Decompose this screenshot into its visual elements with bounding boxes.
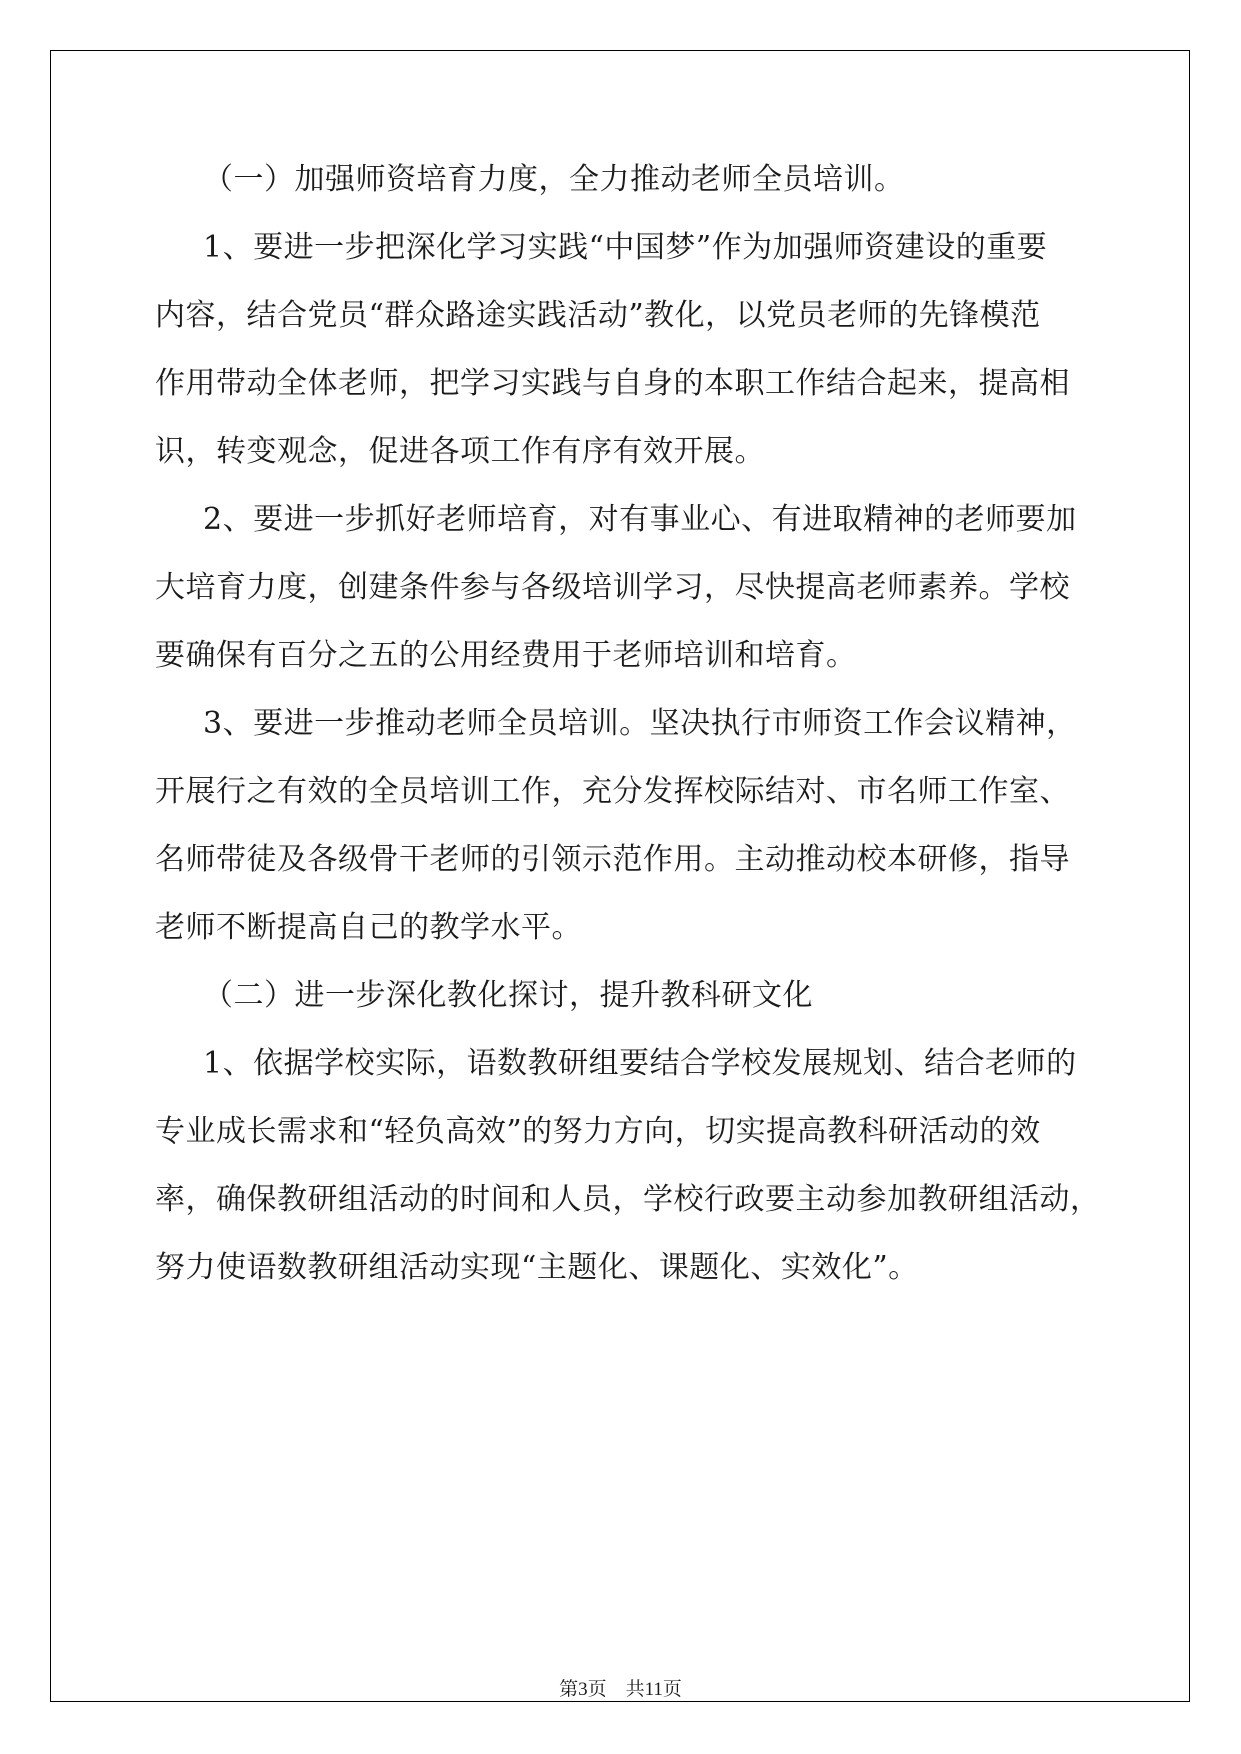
paragraph-line: 内容，结合党员“群众路途实践活动”教化，以党员老师的先锋模范 (155, 298, 1041, 333)
section-heading-2: （二）进一步深化教化探讨，提升教科研文化 (203, 978, 813, 1013)
paragraph-line: 2、要进一步抓好老师培育，对有事业心、有进取精神的老师要加 (203, 502, 1077, 537)
paragraph-line: 1、依据学校实际，语数教研组要结合学校发展规划、结合老师的 (203, 1046, 1077, 1081)
paragraph-line: 1、要进一步把深化学习实践“中国梦”作为加强师资建设的重要 (203, 230, 1048, 265)
paragraph-line: 老师不断提高自己的教学水平。 (155, 910, 582, 945)
section-heading-1: （一）加强师资培育力度，全力推动老师全员培训。 (203, 162, 905, 197)
paragraph-line: 大培育力度，创建条件参与各级培训学习，尽快提高老师素养。学校 (155, 570, 1070, 605)
paragraph-line: 率，确保教研组活动的时间和人员，学校行政要主动参加教研组活动， (155, 1182, 1101, 1217)
paragraph-line: 识，转变观念，促进各项工作有序有效开展。 (155, 434, 765, 469)
paragraph-line: 3、要进一步推动老师全员培训。坚决执行市师资工作会议精神， (203, 706, 1077, 741)
paragraph-line: 努力使语数教研组活动实现“主题化、课题化、实效化”。 (155, 1250, 919, 1285)
paragraph-line: 作用带动全体老师，把学习实践与自身的本职工作结合起来，提高相 (155, 366, 1070, 401)
paragraph-line: 名师带徒及各级骨干老师的引领示范作用。主动推动校本研修，指导 (155, 842, 1070, 877)
paragraph-line: 要确保有百分之五的公用经费用于老师培训和培育。 (155, 638, 857, 673)
page-number-footer: 第3页 共11页 (559, 1679, 682, 1700)
paragraph-line: 专业成长需求和“轻负高效”的努力方向，切实提高教科研活动的效 (155, 1114, 1041, 1149)
paragraph-line: 开展行之有效的全员培训工作，充分发挥校际结对、市名师工作室、 (155, 774, 1070, 809)
